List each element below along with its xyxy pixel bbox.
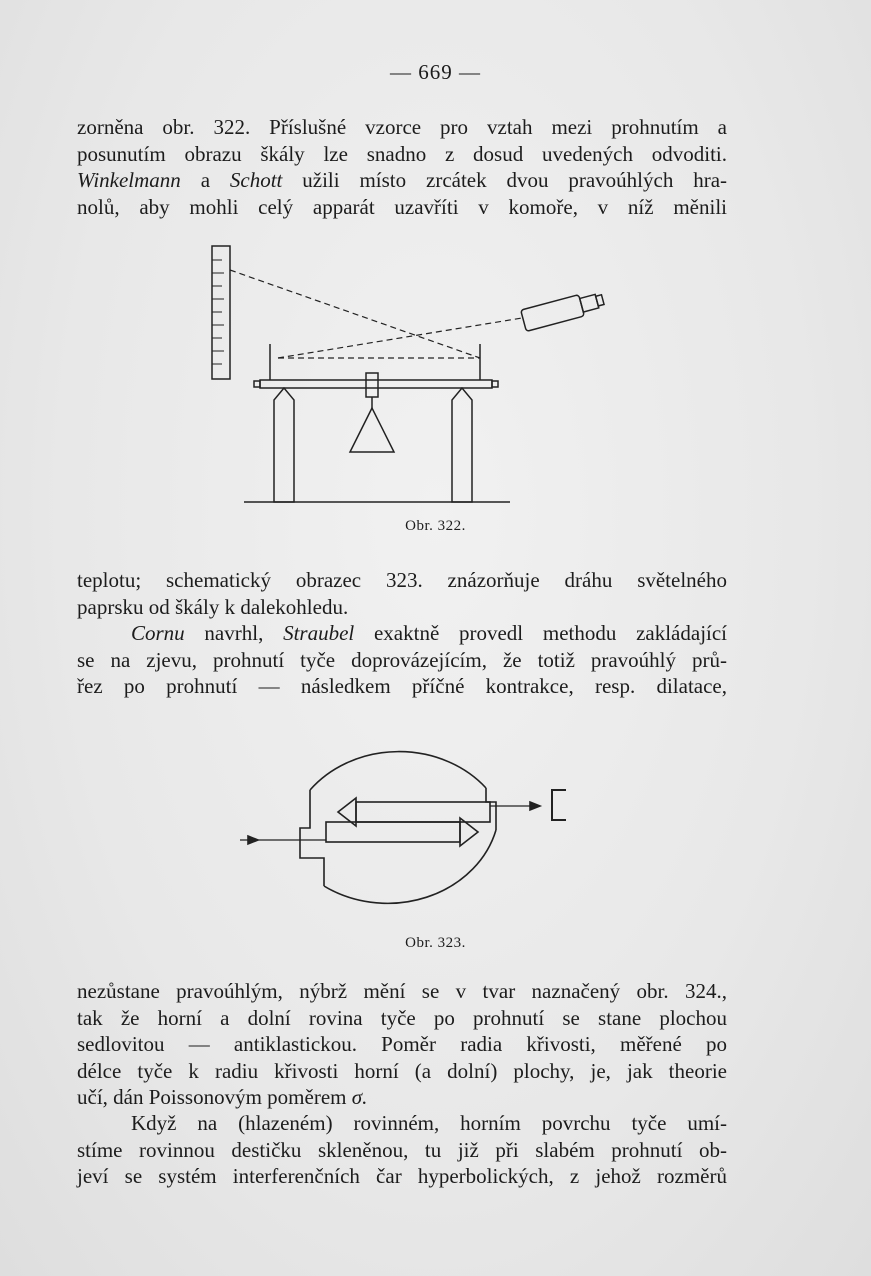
paragraph-2 <box>77 567 727 620</box>
text-line: teplotu; schematický obrazec 323. znázorňuje dráhu světelného <box>77 568 727 592</box>
paragraph-1 <box>77 114 727 220</box>
chamber-arc-top <box>310 752 486 790</box>
paragraph-4 <box>77 978 727 1111</box>
figure-322-caption: Obr. 322. <box>405 518 466 534</box>
figure-323-caption: Obr. 323. <box>405 935 466 951</box>
author-name: Winkelmann <box>77 168 181 192</box>
author-name: Cornu <box>131 621 185 645</box>
beam-rod <box>260 380 492 388</box>
text-fragment: učí, dán Poissonovým poměrem <box>77 1085 347 1109</box>
text-line: se na zjevu, prohnutí tyče doprovázejícím, že totiž pravoúhlý prů- <box>77 647 727 672</box>
lower-prism <box>326 822 460 842</box>
paragraph-3 <box>77 620 727 700</box>
text-line: Když na (hlazeném) rovinném, horním povrchu tyče umí- <box>131 1111 727 1135</box>
text-line: zorněna obr. 322. Příslušné vzorce pro vztah mezi prohnutím a <box>77 115 727 139</box>
weight-triangle <box>350 408 394 452</box>
text-line: stíme rovinnou destičku skleněnou, tu již při slabém prohnutí ob- <box>77 1137 727 1162</box>
text-line: paprsku od škály k dalekohledu. <box>77 594 349 619</box>
text-line: tak že horní a dolní rovina tyče po prohnutí se stane plochou <box>77 1005 727 1030</box>
upper-prism <box>356 802 490 822</box>
text-line: posunutím obrazu škály lze snadno z dosud uvedených odvoditi. <box>77 141 727 166</box>
chamber-arc-bottom <box>324 830 496 903</box>
text-line: nolů, aby mohli celý apparát uzavříti v komoře, v níž měnili <box>77 194 727 219</box>
text-fragment: exaktně provedl methodu zakládající <box>373 621 728 645</box>
text-line <box>77 1084 727 1111</box>
paragraph-5 <box>77 1110 727 1190</box>
page-number: — 669 — <box>390 60 481 84</box>
text-line <box>77 167 727 194</box>
figure-322-diagram <box>200 240 620 510</box>
author-name: Straubel <box>283 621 355 645</box>
support-right <box>452 388 472 502</box>
conjunction: a <box>200 168 211 192</box>
telescope-body <box>521 295 585 332</box>
text-line: řez po prohnutí — následkem příčné kontrakce, resp. dilatace, <box>77 674 727 698</box>
author-name: Schott <box>229 168 283 192</box>
text-line: délce tyče k radiu křivosti horní (a dolní) plochy, je, jak theorie <box>77 1058 727 1083</box>
text-fragment: užili místo zrcátek dvou pravoúhlých hra- <box>302 168 728 192</box>
figure-323-diagram <box>240 728 580 928</box>
text-line: nezůstane pravoúhlým, nýbrž mění se v tvar naznačený obr. 324., <box>77 979 727 1003</box>
support-left <box>274 388 294 502</box>
sigma-symbol: σ. <box>351 1085 368 1109</box>
text-line: jeví se systém interferenčních čar hyperbolických, z jehož rozměrů <box>77 1164 727 1188</box>
text-line: sedlovitou — antiklastickou. Poměr radia křivosti, měřené po <box>77 1032 727 1056</box>
text-fragment: navrhl, <box>204 621 264 645</box>
text-line <box>77 620 727 647</box>
